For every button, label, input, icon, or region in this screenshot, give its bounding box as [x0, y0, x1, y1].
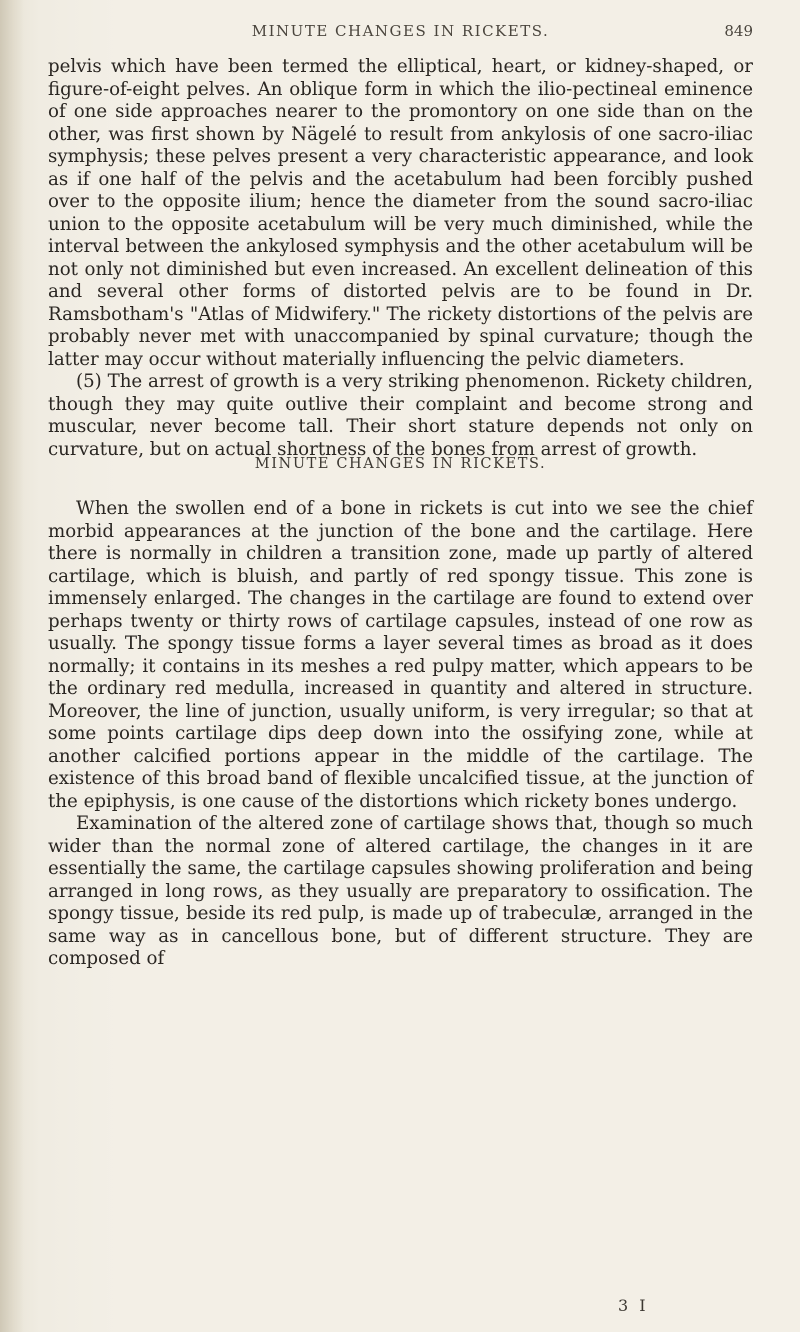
page-number: 849 [724, 22, 753, 40]
section-heading: MINUTE CHANGES IN RICKETS. [254, 456, 547, 472]
text-block-before-heading [48, 56, 753, 461]
running-head [48, 22, 753, 46]
paragraph-pelvis-forms: pelvis which have been termed the elliptical, heart, or kidney-shaped, or figure-of-eight pelves. An oblique form in which the ilio-pectineal eminence of one side approaches nearer to the promontory on one side than on the other, was first shown by Nägelé to result from ankylosis of one sacro-iliac symphysis; these pelves present a very characteristic appearance, and look as if one half of the pelvis and the acetabulum had been forcibly pushed over to the opposite ilium; hence the diameter from the sound sacro-iliac union to the opposite acetabulum will be very much diminished, while the interval between the ankylosed symphysis and the other acetabulum will be not only not diminished but even increased. An excellent delineation of this and several other forms of distorted pelvis are to be found in Dr. Ramsbotham's "Atlas of Midwifery." The rickety distortions of the pelvis are probably never met with unaccompanied by spinal curvature; though the latter may occur without materially influencing the pelvic diameters. [48, 56, 753, 370]
paragraph-altered-cartilage-zone: Examination of the altered zone of cartilage shows that, though so much wider than the normal zone of altered cartilage, the changes in it are essentially the same, the cartilage capsules showing proliferation and being arranged in long rows, as they usually are preparatory to ossification. The spongy tissue, beside its red pulp, is made up of trabeculæ, arranged in the same way as in cancellous bone, but of different structure. They are composed of [48, 813, 753, 969]
signature-mark: 3 I [618, 1296, 649, 1315]
paragraph-swollen-bone-end: When the swollen end of a bone in rickets is cut into we see the chief morbid appearances at the junction of the bone and the cartilage. Here there is normally in children a transition zone, made up partly of altered cartilage, which is bluish, and partly of red spongy tissue. This zone is immensely enlarged. The changes in the cartilage are found to extend over perhaps twenty or thirty rows of cartilage capsules, instead of one row as usually. The spongy tissue forms a layer several times as broad as it does normally; it contains in its meshes a red pulpy matter, which appears to be the ordinary red medulla, increased in quantity and altered in structure. Moreover, the line of junction, usually uniform, is very irregular; so that at some points cartilage dips deep down into the ossifying zone, while at another calcified portions appear in the middle of the cartilage. The existence of this broad band of flexible uncalcified tissue, at the junction of the epiphysis, is one cause of the distortions which rickety bones undergo. [48, 498, 753, 812]
page-gutter-shadow [0, 0, 24, 1332]
text-block-after-heading [48, 498, 753, 971]
paragraph-arrest-of-growth: (5) The arrest of growth is a very striking phenomenon. Rickety children, though they may quite outlive their complaint and become strong and muscular, never become tall. Their short stature depends not only on curvature, but on actual shortness of the bones from arrest of growth. [48, 371, 753, 460]
running-title: MINUTE CHANGES IN RICKETS. [251, 22, 550, 40]
